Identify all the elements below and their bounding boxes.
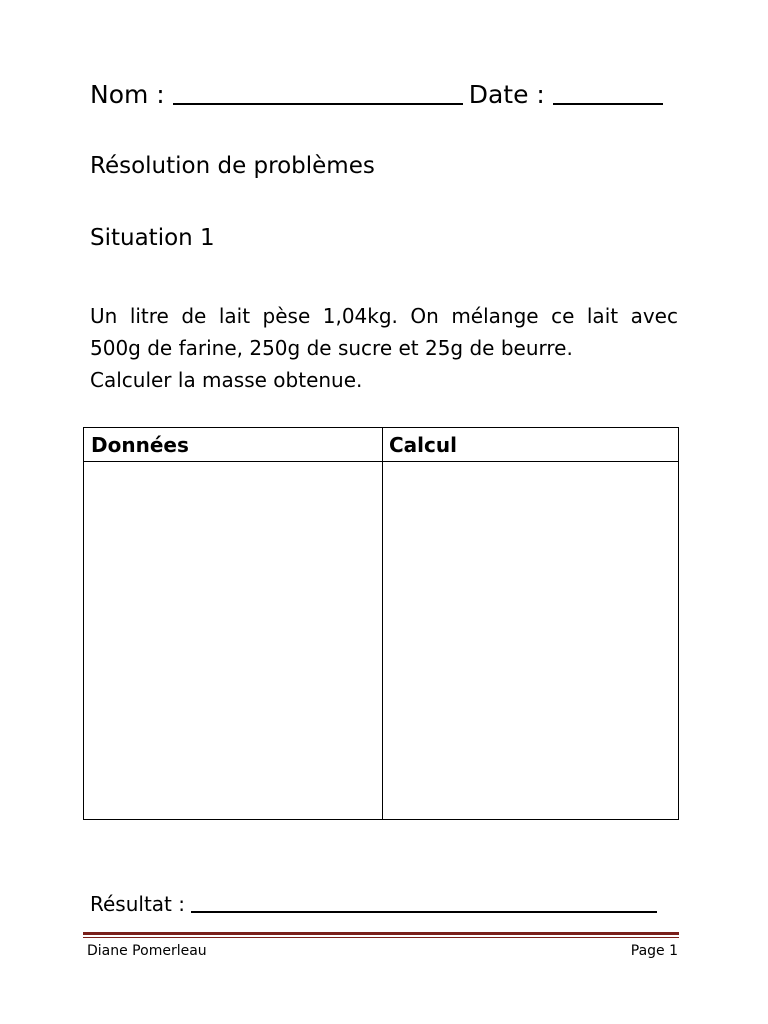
col-header-calcul: Calcul [389,433,457,457]
word: ce [551,304,575,328]
word: lait [218,304,251,328]
word: On [410,304,439,328]
column-divider [382,428,383,819]
word: de [181,304,207,328]
problem-line-2: 500g de farine, 250g de sucre et 25g de beurre. [90,336,573,360]
problem-line-1 [90,300,678,332]
problem-line-3: Calculer la masse obtenue. [90,368,363,392]
situation-heading: Situation 1 [90,225,215,251]
footer-author: Diane Pomerleau [87,943,207,959]
date-field[interactable] [553,81,663,105]
word: litre [129,304,169,328]
footer-page-number: Page 1 [630,943,678,959]
result-field[interactable] [191,891,657,913]
name-field[interactable] [173,81,463,105]
word: Un [90,304,118,328]
word: lait [586,304,619,328]
result-line [90,888,657,920]
word: mélange [451,304,539,328]
date-label: Date : [468,80,545,109]
header-line [90,78,663,112]
answer-table [83,427,679,820]
footer-rule-thin [83,937,679,938]
word: pèse [262,304,311,328]
col-header-donnees: Données [91,433,189,457]
page-title: Résolution de problèmes [90,153,375,179]
word: 1,04kg. [322,304,398,328]
problem-statement [90,300,678,396]
header-divider [84,461,678,462]
name-label: Nom : [90,80,165,109]
word: avec [630,304,678,328]
result-label: Résultat : [90,892,185,916]
footer-rule [83,932,679,935]
